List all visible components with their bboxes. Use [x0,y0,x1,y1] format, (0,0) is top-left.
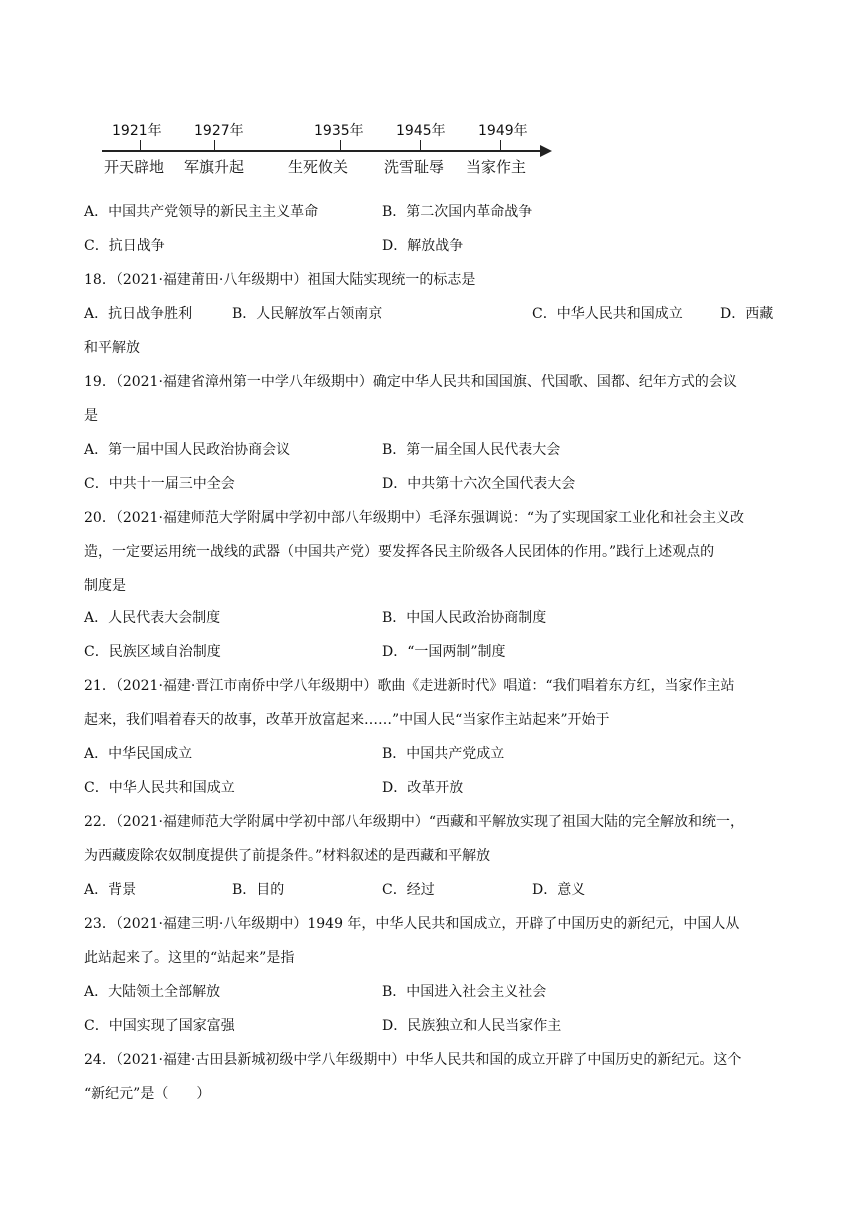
timeline-tick [140,140,141,150]
q21-stem-continued: 起来，我们唱着春天的故事，改革开放富起来……”中国人民“当家作主站起来”开始于 [84,712,610,728]
q22-stem: 22．（2021·福建师范大学附属中学初中部八年级期中）“西藏和平解放实现了祖国大陆的完全解放和统一， [84,814,745,830]
q23-option-a: A．大陆领土全部解放 [84,984,221,1000]
q21-option-a: A．中华民国成立 [84,746,193,762]
q20-stem-continued: 造，一定要运用统一战线的武器（中国共产党）要发挥各民主阶级各人民团体的作用。”践行上述观点的 [84,544,715,560]
timeline-label: 生死攸关 [288,158,349,176]
q17-option-b: B．第二次国内革命战争 [382,204,533,220]
timeline-arrow [540,145,552,157]
q19-option-b: B．第一届全国人民代表大会 [382,442,561,458]
q23-option-d: D．民族独立和人民当家作主 [382,1018,562,1034]
q24-stem: 24．（2021·福建·古田县新城初级中学八年级期中）中华人民共和国的成立开辟了中国历史的新纪元。这个 [84,1052,742,1068]
q17-option-d: D．解放战争 [382,238,464,254]
q19-stem-continued: 是 [84,408,98,424]
q20-option-b: B．中国人民政治协商制度 [382,610,547,626]
q18-option-c: C．中华人民共和国成立 [532,306,683,322]
q22-option-d: D．意义 [532,882,586,898]
q18-stem: 18．（2021·福建莆田·八年级期中）祖国大陆实现统一的标志是 [84,272,476,288]
q21-option-b: B．中国共产党成立 [382,746,505,762]
q20-option-d: D．“一国两制”制度 [382,644,506,660]
timeline-year: 1935年 [314,123,364,139]
q19-option-c: C．中共十一届三中全会 [84,476,235,492]
q21-option-c: C．中华人民共和国成立 [84,780,235,796]
q22-option-a: A．背景 [84,882,137,898]
timeline-tick [340,140,341,150]
timeline-year: 1927年 [194,123,244,139]
q18-option-a: A．抗日战争胜利 [84,306,193,322]
q17-option-c: C．抗日战争 [84,238,165,254]
timeline-label: 军旗升起 [184,158,245,176]
q21-option-d: D．改革开放 [382,780,464,796]
q18-option-d: D．西藏 [720,306,774,322]
q23-stem-continued: 此站起来了。这里的“站起来”是指 [84,950,295,966]
q19-option-a: A．第一届中国人民政治协商会议 [84,442,291,458]
q21-stem: 21．（2021·福建·晋江市南侨中学八年级期中）歌曲《走进新时代》唱道：“我们唱着东方红，当家作主站 [84,678,735,694]
q19-stem: 19．（2021·福建省漳州第一中学八年级期中）确定中华人民共和国国旗、代国歌、国都、纪年方式的会议 [84,374,737,390]
q20-option-c: C．民族区域自治制度 [84,644,221,660]
timeline-label: 洗雪耻辱 [384,158,445,176]
timeline-tick [500,140,501,150]
q20-option-a: A．人民代表大会制度 [84,610,221,626]
q23-option-c: C．中国实现了国家富强 [84,1018,235,1034]
timeline-figure [100,110,560,190]
q20-stem: 20．（2021·福建师范大学附属中学初中部八年级期中）毛泽东强调说：“为了实现国家工业化和社会主义改 [84,510,745,526]
timeline-tick [214,140,215,150]
q22-option-c: C．经过 [382,882,435,898]
q18-option-b: B．人民解放军占领南京 [232,306,383,322]
q23-stem: 23．（2021·福建三明·八年级期中）1949 年，中华人民共和国成立，开辟了中国历史的新纪元，中国人从 [84,916,740,932]
timeline-year: 1921年 [112,123,162,139]
q22-stem-continued: 为西藏废除农奴制度提供了前提条件。”材料叙述的是西藏和平解放 [84,848,491,864]
q23-option-b: B．中国进入社会主义社会 [382,984,547,1000]
q19-option-d: D．中共第十六次全国代表大会 [382,476,576,492]
timeline-year: 1945年 [396,123,446,139]
q24-stem-continued: “新纪元”是（ ） [84,1086,211,1102]
q18-option-d-continued: 和平解放 [84,340,140,356]
timeline-axis [102,150,542,152]
timeline-label: 开天辟地 [104,158,165,176]
timeline-label: 当家作主 [466,158,527,176]
timeline-year: 1949年 [478,123,528,139]
q17-option-a: A．中国共产党领导的新民主主义革命 [84,204,319,220]
q20-stem-continued: 制度是 [84,578,126,594]
q22-option-b: B．目的 [232,882,285,898]
timeline-tick [420,140,421,150]
